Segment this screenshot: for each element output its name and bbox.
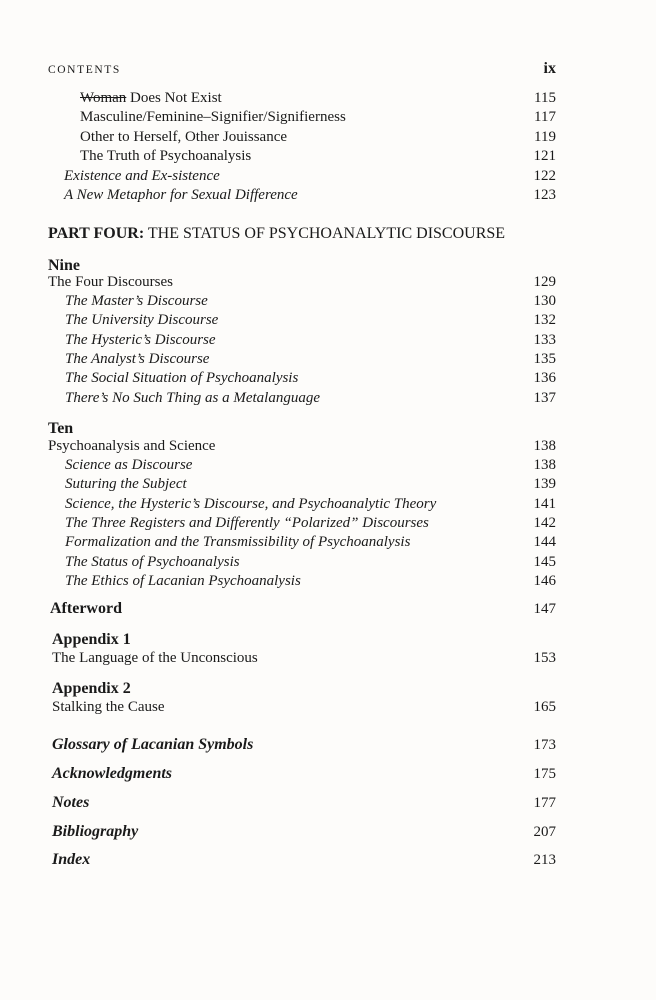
appendix-label: Appendix 1	[52, 631, 131, 648]
toc-section: There’s No Such Thing as a Metalanguage 137	[65, 390, 556, 406]
toc-entry: Woman Does Not Exist 115	[80, 90, 556, 106]
toc-section: The Hysteric’s Discourse 133	[65, 332, 556, 348]
toc-section: The Analyst’s Discourse 135	[65, 351, 556, 367]
toc-section: Science, the Hysteric’s Discourse, and Psychoanalytic Theory 141	[65, 496, 556, 512]
running-header: CONTENTS	[48, 64, 121, 76]
toc-entry-index: Index 213	[52, 851, 556, 868]
toc-section: The Ethics of Lacanian Psychoanalysis 146	[65, 573, 556, 589]
toc-entry-glossary: Glossary of Lacanian Symbols 173	[52, 736, 556, 753]
toc-entry: Masculine/Feminine–Signifier/Signifierness 117	[80, 109, 556, 125]
toc-entry: Existence and Ex-sistence 122	[64, 168, 556, 184]
toc-entry-acknowledgments: Acknowledgments 175	[52, 765, 556, 782]
chapter-title: The Four Discourses 129	[48, 274, 556, 290]
appendix-title: The Language of the Unconscious 153	[52, 650, 556, 666]
chapter-number: Nine	[48, 257, 80, 274]
toc-entry: A New Metaphor for Sexual Difference 123	[64, 187, 556, 203]
toc-section: The University Discourse 132	[65, 312, 556, 328]
page-number: ix	[543, 60, 556, 77]
toc-section: The Three Registers and Differently “Polarized” Discourses 142	[65, 515, 556, 531]
toc-section: Science as Discourse 138	[65, 457, 556, 473]
toc-section: The Master’s Discourse 130	[65, 293, 556, 309]
appendix-title: Stalking the Cause 165	[52, 699, 556, 715]
toc-section: Suturing the Subject 139	[65, 476, 556, 492]
toc-entry-notes: Notes 177	[52, 794, 556, 811]
part-heading: PART FOUR: THE STATUS OF PSYCHOANALYTIC DISCOURSE	[48, 225, 506, 242]
chapter-title: Psychoanalysis and Science 138	[48, 438, 556, 454]
crossed-word: Woman	[80, 90, 127, 106]
toc-entry-afterword: Afterword 147	[50, 600, 556, 617]
chapter-number: Ten	[48, 420, 74, 437]
toc-entry: Other to Herself, Other Jouissance 119	[80, 129, 556, 145]
toc-entry-bibliography: Bibliography 207	[52, 823, 556, 840]
toc-entry: The Truth of Psychoanalysis 121	[80, 148, 556, 164]
appendix-label: Appendix 2	[52, 680, 131, 697]
toc-section: The Status of Psychoanalysis 145	[65, 554, 556, 570]
toc-section: The Social Situation of Psychoanalysis 136	[65, 370, 556, 386]
toc-section: Formalization and the Transmissibility of Psychoanalysis 144	[65, 534, 556, 550]
